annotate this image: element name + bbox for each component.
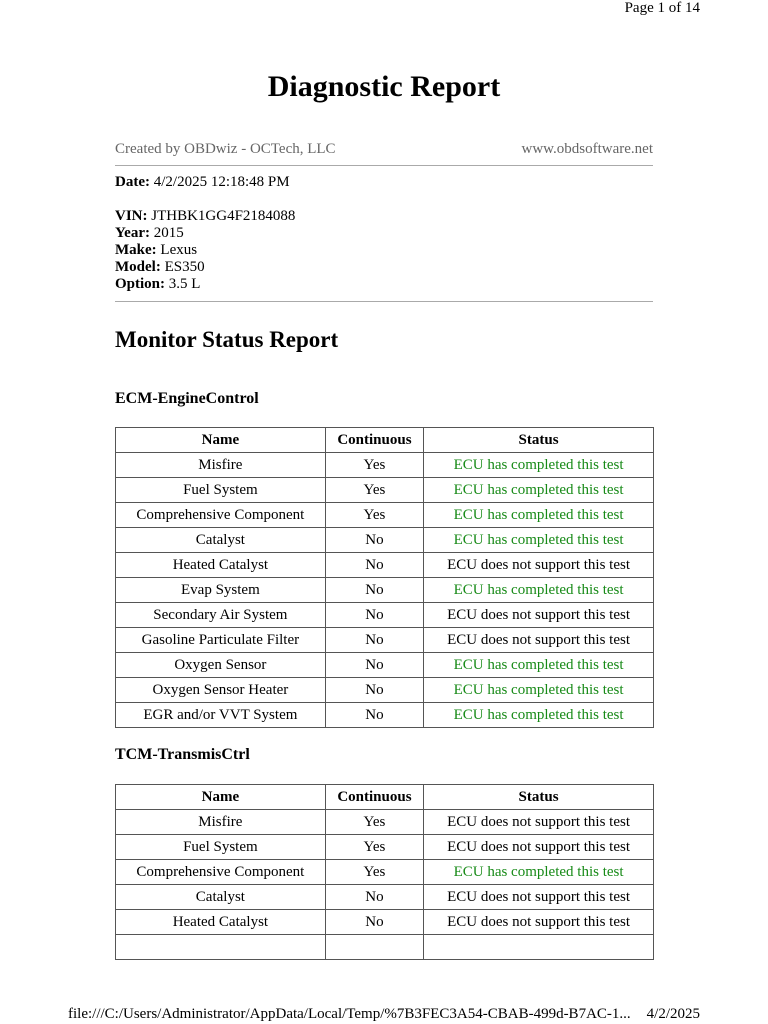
monitor-name-cell: Fuel System — [116, 478, 326, 503]
continuous-cell — [325, 935, 423, 960]
table-row — [116, 810, 654, 835]
monitor-name-cell: Comprehensive Component — [116, 860, 326, 885]
table-row — [116, 553, 654, 578]
table-row — [116, 678, 654, 703]
table-row — [116, 603, 654, 628]
year-value: 2015 — [153, 225, 184, 241]
table-row — [116, 628, 654, 653]
date-value: 4/2/2025 12:18:48 PM — [153, 174, 290, 190]
status-cell: ECU has completed this test — [424, 478, 654, 503]
table-row — [116, 835, 654, 860]
monitor-name-cell: Heated Catalyst — [116, 553, 326, 578]
monitor-name-cell: Catalyst — [116, 885, 326, 910]
monitor-name-cell: Catalyst — [116, 528, 326, 553]
column-header-continuous: Continuous — [325, 428, 423, 453]
vehicle-info — [115, 208, 295, 293]
monitor-name-cell — [116, 935, 326, 960]
vin-label: VIN: — [115, 208, 148, 224]
status-cell: ECU does not support this test — [424, 628, 654, 653]
continuous-cell: No — [325, 678, 423, 703]
status-cell: ECU has completed this test — [424, 528, 654, 553]
report-date — [115, 174, 290, 191]
divider — [115, 165, 653, 166]
ecu-title-ecm: ECM-EngineControl — [115, 390, 259, 407]
monitor-name-cell: Secondary Air System — [116, 603, 326, 628]
monitor-name-cell: Comprehensive Component — [116, 503, 326, 528]
monitor-name-cell: EGR and/or VVT System — [116, 703, 326, 728]
model-line — [115, 259, 295, 276]
status-cell: ECU does not support this test — [424, 553, 654, 578]
date-label: Date: — [115, 174, 150, 190]
continuous-cell: Yes — [325, 478, 423, 503]
monitor-name-cell: Evap System — [116, 578, 326, 603]
table-row — [116, 860, 654, 885]
status-cell: ECU has completed this test — [424, 453, 654, 478]
option-label: Option: — [115, 276, 166, 292]
table-row — [116, 453, 654, 478]
table-row — [116, 478, 654, 503]
vin-line — [115, 208, 295, 225]
continuous-cell: Yes — [325, 810, 423, 835]
creator-credit: Created by OBDwiz - OCTech, LLC — [115, 141, 336, 157]
continuous-cell: No — [325, 528, 423, 553]
continuous-cell: Yes — [325, 503, 423, 528]
monitor-name-cell: Oxygen Sensor Heater — [116, 678, 326, 703]
table-row — [116, 910, 654, 935]
model-value: ES350 — [164, 259, 205, 275]
continuous-cell: No — [325, 653, 423, 678]
ecu-title-tcm: TCM-TransmisCtrl — [115, 746, 250, 763]
continuous-cell: Yes — [325, 860, 423, 885]
status-cell: ECU has completed this test — [424, 703, 654, 728]
vin-value: JTHBK1GG4F2184088 — [151, 208, 296, 224]
status-cell: ECU has completed this test — [424, 860, 654, 885]
file-path: file:///C:/Users/Administrator/AppData/Local/Temp/%7B3FEC3A54-CBAB-499d-B7AC-1... — [68, 1006, 631, 1022]
monitor-name-cell: Oxygen Sensor — [116, 653, 326, 678]
monitor-name-cell: Gasoline Particulate Filter — [116, 628, 326, 653]
continuous-cell: No — [325, 910, 423, 935]
status-cell: ECU does not support this test — [424, 910, 654, 935]
year-line — [115, 225, 295, 242]
continuous-cell: No — [325, 578, 423, 603]
status-cell: ECU does not support this test — [424, 835, 654, 860]
column-header-name: Name — [116, 785, 326, 810]
monitor-table-tcm — [115, 784, 654, 960]
continuous-cell: No — [325, 628, 423, 653]
print-footer — [68, 1006, 700, 1023]
monitor-table-ecm — [115, 427, 654, 728]
monitor-name-cell: Misfire — [116, 810, 326, 835]
continuous-cell: Yes — [325, 835, 423, 860]
year-label: Year: — [115, 225, 150, 241]
table-row — [116, 703, 654, 728]
column-header-name: Name — [116, 428, 326, 453]
print-date: 4/2/2025 — [646, 1006, 700, 1022]
option-value: 3.5 L — [168, 276, 201, 292]
make-line — [115, 242, 295, 259]
section-title: Monitor Status Report — [115, 327, 339, 352]
status-cell: ECU does not support this test — [424, 885, 654, 910]
page-title: Diagnostic Report — [267, 70, 501, 103]
status-cell: ECU does not support this test — [424, 810, 654, 835]
status-cell: ECU has completed this test — [424, 653, 654, 678]
make-value: Lexus — [160, 242, 198, 258]
table-row — [116, 503, 654, 528]
make-label: Make: — [115, 242, 157, 258]
divider — [115, 301, 653, 302]
continuous-cell: No — [325, 885, 423, 910]
table-row — [116, 578, 654, 603]
column-header-status: Status — [424, 428, 654, 453]
table-header-row — [116, 428, 654, 453]
continuous-cell: Yes — [325, 453, 423, 478]
status-cell: ECU has completed this test — [424, 578, 654, 603]
page-number: Page 1 of 14 — [624, 0, 700, 16]
option-line — [115, 276, 295, 293]
column-header-continuous: Continuous — [325, 785, 423, 810]
credits-line — [115, 141, 653, 158]
monitor-name-cell: Heated Catalyst — [116, 910, 326, 935]
status-cell: ECU has completed this test — [424, 503, 654, 528]
status-cell — [424, 935, 654, 960]
model-label: Model: — [115, 259, 161, 275]
table-row — [116, 528, 654, 553]
table-row — [116, 885, 654, 910]
table-row — [116, 935, 654, 960]
monitor-name-cell: Fuel System — [116, 835, 326, 860]
website-link: www.obdsoftware.net — [521, 141, 653, 157]
table-row — [116, 653, 654, 678]
status-cell: ECU has completed this test — [424, 678, 654, 703]
status-cell: ECU does not support this test — [424, 603, 654, 628]
table-header-row — [116, 785, 654, 810]
continuous-cell: No — [325, 553, 423, 578]
monitor-name-cell: Misfire — [116, 453, 326, 478]
continuous-cell: No — [325, 703, 423, 728]
continuous-cell: No — [325, 603, 423, 628]
column-header-status: Status — [424, 785, 654, 810]
